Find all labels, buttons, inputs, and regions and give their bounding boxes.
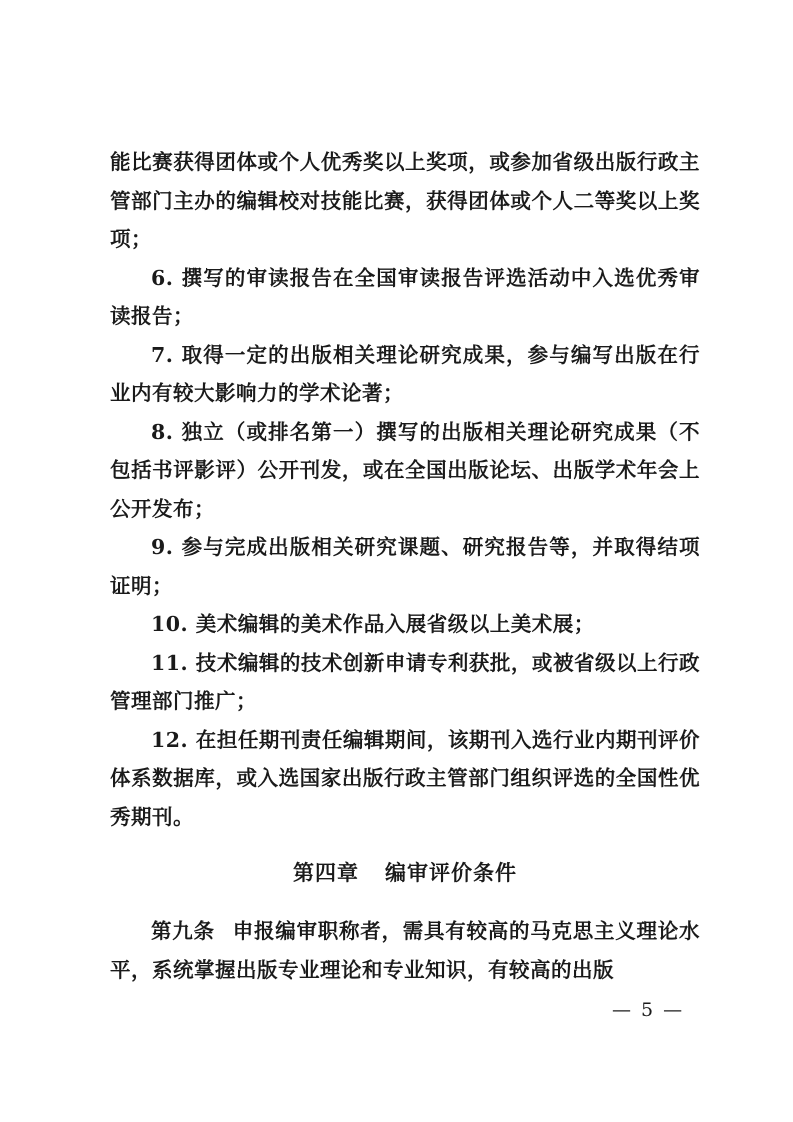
chapter-title: 编审评价条件 bbox=[385, 861, 517, 885]
chapter-number: 第四章 bbox=[293, 861, 359, 885]
list-item-6: 6. 撰写的审读报告在全国审读报告评选活动中入选优秀审读报告； bbox=[110, 265, 700, 328]
article-label: 第九条 bbox=[151, 919, 215, 943]
page-number: — 5 — bbox=[612, 999, 685, 1021]
list-item-9: 9. 参与完成出版相关研究课题、研究报告等，并取得结项证明； bbox=[110, 535, 700, 598]
article-text: 申报编审职称者，需具有较高的马克思主义理论水平，系统掌握出版专业理论和专业知识，有较高的出版 bbox=[110, 919, 700, 982]
list-item-11: 11. 技术编辑的技术创新申请专利获批，或被省级以上行政管理部门推广； bbox=[110, 650, 700, 713]
list-item-8: 8. 独立（或排名第一）撰写的出版相关理论研究成果（不包括书评影评）公开刊发，或在全国出版论坛、出版学术年会上公开发布； bbox=[110, 419, 700, 521]
chapter-heading bbox=[110, 854, 700, 892]
list-item-10: 10. 美术编辑的美术作品入展省级以上美术展； bbox=[151, 612, 595, 636]
list-item-12: 12. 在担任期刊责任编辑期间，该期刊入选行业内期刊评价体系数据库，或入选国家出版行政主管部门组织评选的全国性优秀期刊。 bbox=[110, 727, 700, 829]
body-text bbox=[110, 143, 700, 989]
paragraph-continued: 能比赛获得团体或个人优秀奖以上奖项，或参加省级出版行政主管部门主办的编辑校对技能比赛，获得团体或个人二等奖以上奖项； bbox=[110, 150, 700, 251]
list-item-7: 7. 取得一定的出版相关理论研究成果，参与编写出版在行业内有较大影响力的学术论著； bbox=[110, 342, 700, 405]
article-paragraph bbox=[110, 912, 700, 989]
